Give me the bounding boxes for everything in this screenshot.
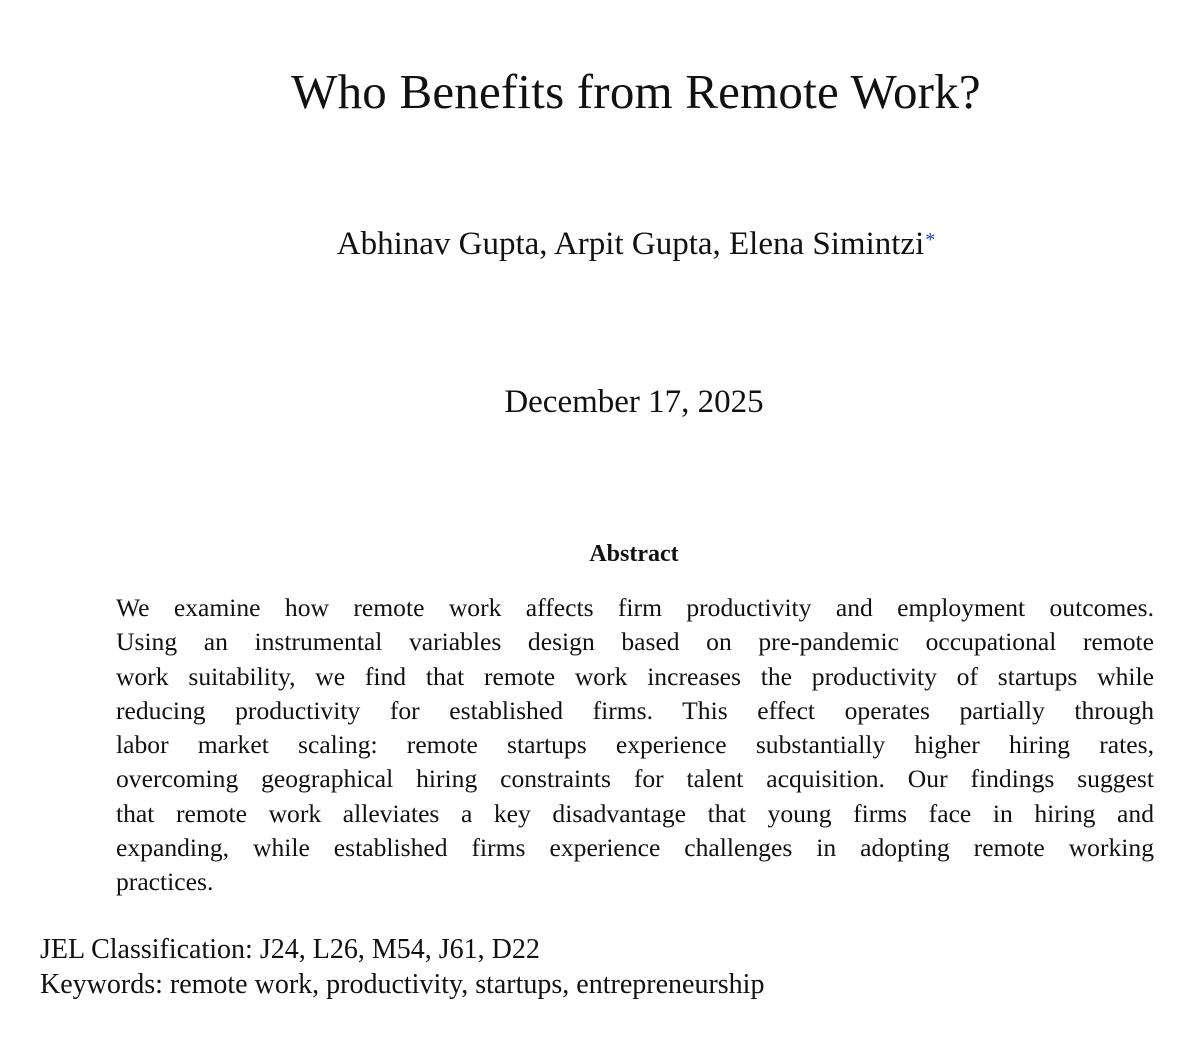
abstract-heading: Abstract [589, 541, 679, 567]
abstract-body [116, 591, 1154, 900]
author-list [0, 222, 1200, 266]
author-footnote-link[interactable]: * [925, 229, 936, 251]
abstract-line: expanding, while established firms experience challenges in adopting remote working [116, 833, 1154, 863]
jel-classification: JEL Classification: J24, L26, M54, J61, D22 [40, 934, 540, 965]
author-names: Abhinav Gupta, Arpit Gupta, Elena Simintzi [336, 226, 925, 262]
abstract-line: work suitability, we find that remote work increases the productivity of startups while [116, 661, 1154, 691]
abstract-line: practices. [116, 867, 214, 897]
abstract-line: labor market scaling: remote startups experience substantially higher hiring rates, [116, 730, 1154, 760]
abstract-line: We examine how remote work affects firm productivity and employment outcomes. [116, 593, 1154, 622]
paper-metadata [40, 932, 764, 1002]
abstract-line: that remote work alleviates a key disadvantage that young firms face in hiring and [116, 798, 1154, 828]
abstract-line: overcoming geographical hiring constraints for talent acquisition. Our findings suggest [116, 764, 1154, 794]
abstract-line: Using an instrumental variables design based on pre-pandemic occupational remote [116, 627, 1154, 657]
publication-date: December 17, 2025 [504, 384, 764, 420]
paper-title: Who Benefits from Remote Work? [291, 64, 981, 119]
abstract-line: reducing productivity for established firms. This effect operates partially through [116, 695, 1154, 725]
keywords: Keywords: remote work, productivity, startups, entrepreneurship [40, 969, 765, 1000]
